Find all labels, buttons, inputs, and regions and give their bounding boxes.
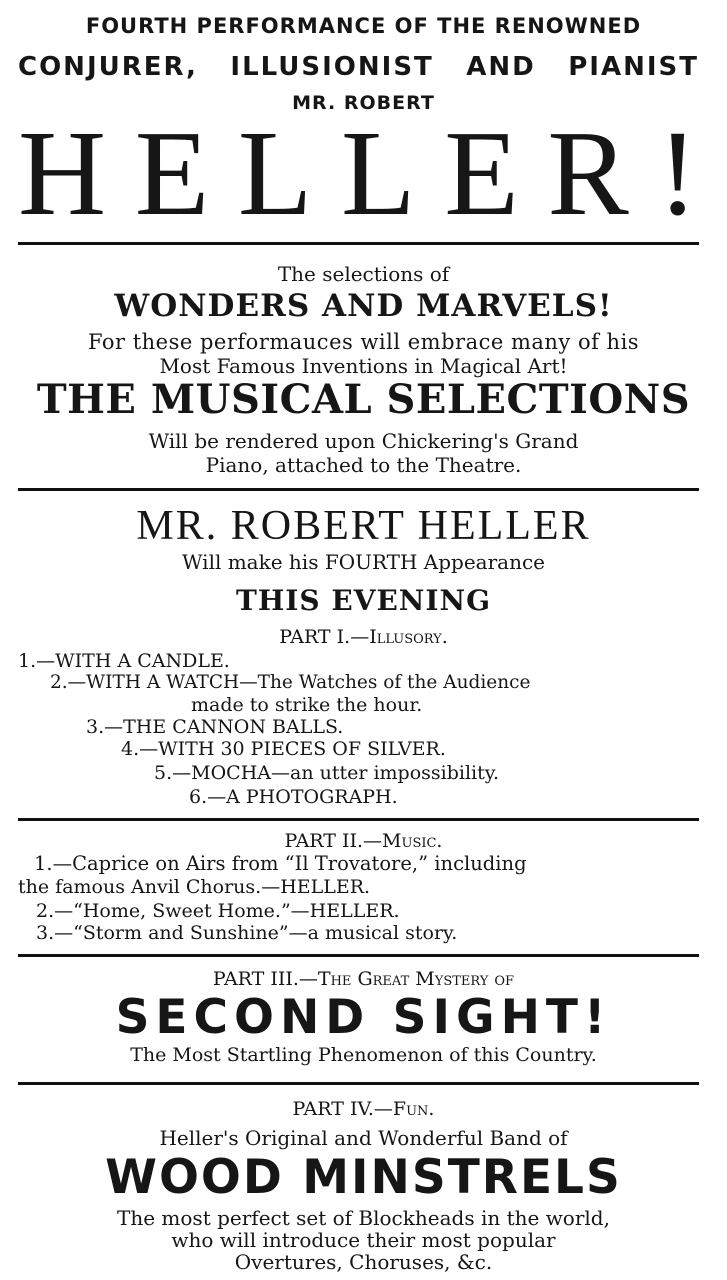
part2-item: 1.—Caprice on Airs from “Il Trovatore,” including — [34, 852, 527, 875]
header-word: ILLUSIONIST — [230, 52, 434, 82]
name-letter: R — [547, 106, 629, 241]
appearance-subtitle: Will make his FOURTH Appearance — [181, 550, 546, 574]
selections-intro: The selections of — [277, 262, 450, 286]
part1-item: 4.—WITH 30 PIECES OF SILVER. — [121, 738, 446, 760]
header-word: CONJURER, — [18, 52, 198, 82]
part1-item: 3.—THE CANNON BALLS. — [86, 716, 344, 738]
name-letter: L — [341, 106, 416, 241]
part1-item: 1.—WITH A CANDLE. — [18, 650, 230, 672]
selections-body-line-2: Most Famous Inventions in Magical Art! — [159, 354, 568, 378]
part2-item: 3.—“Storm and Sunshine”—a musical story. — [36, 922, 458, 944]
appearance-name: MR. ROBERT HELLER — [136, 503, 591, 549]
musical-line-1: Will be rendered upon Chickering's Grand — [148, 429, 579, 453]
header-word: PIANIST — [568, 52, 699, 82]
second-sight-headline: SECOND SIGHT! — [115, 990, 612, 1045]
musical-line-2: Piano, attached to the Theatre. — [205, 453, 522, 477]
part1-item: 2.—WITH A WATCH—The Watches of the Audience — [50, 672, 531, 693]
divider — [18, 488, 699, 491]
part4-line-4: Overtures, Choruses, &c. — [234, 1250, 493, 1274]
divider — [18, 954, 699, 957]
name-letter: E — [444, 106, 519, 241]
part1-heading: PART I.—Illusory. — [279, 626, 448, 648]
divider — [18, 1082, 699, 1085]
part4-line-1: Heller's Original and Wonderful Band of — [159, 1126, 568, 1150]
name-letter: H — [18, 106, 107, 241]
part4-heading: PART IV.—Fun. — [292, 1098, 435, 1120]
part3-subtitle: The Most Startling Phenomenon of this Country. — [130, 1044, 597, 1066]
name-letter: L — [237, 106, 313, 241]
header-line-1: FOURTH PERFORMANCE OF THE RENOWNED — [85, 14, 642, 38]
part4-line-2: The most perfect set of Blockheads in the world, — [117, 1206, 610, 1230]
part3-heading: PART III.—The Great Mystery of — [212, 968, 515, 990]
header-line-3: MR. ROBERT — [292, 92, 435, 114]
divider — [18, 242, 699, 245]
part1-item: 5.—MOCHA—an utter impossibility. — [154, 762, 500, 784]
name-letter: ! — [657, 106, 698, 241]
wood-minstrels-headline: WOOD MINSTRELS — [105, 1150, 622, 1205]
divider — [18, 818, 699, 821]
evening-title: THIS EVENING — [236, 584, 491, 617]
header-line-2 — [18, 52, 699, 82]
part1-item: made to strike the hour. — [191, 694, 423, 716]
part2-heading: PART II.—Music. — [284, 830, 443, 852]
part4-line-3: who will introduce their most popular — [171, 1228, 556, 1252]
selections-headline: WONDERS AND MARVELS! — [114, 288, 613, 324]
header-word: AND — [466, 52, 536, 82]
musical-headline: THE MUSICAL SELECTIONS — [36, 376, 691, 423]
part2-item: the famous Anvil Chorus.—HELLER. — [18, 876, 371, 898]
selections-body-line-1: For these performauces will embrace many of his — [87, 330, 640, 354]
name-title — [18, 106, 698, 241]
part2-item: 2.—“Home, Sweet Home.”—HELLER. — [36, 900, 400, 922]
name-letter: E — [134, 106, 210, 241]
part1-item: 6.—A PHOTOGRAPH. — [189, 786, 398, 808]
